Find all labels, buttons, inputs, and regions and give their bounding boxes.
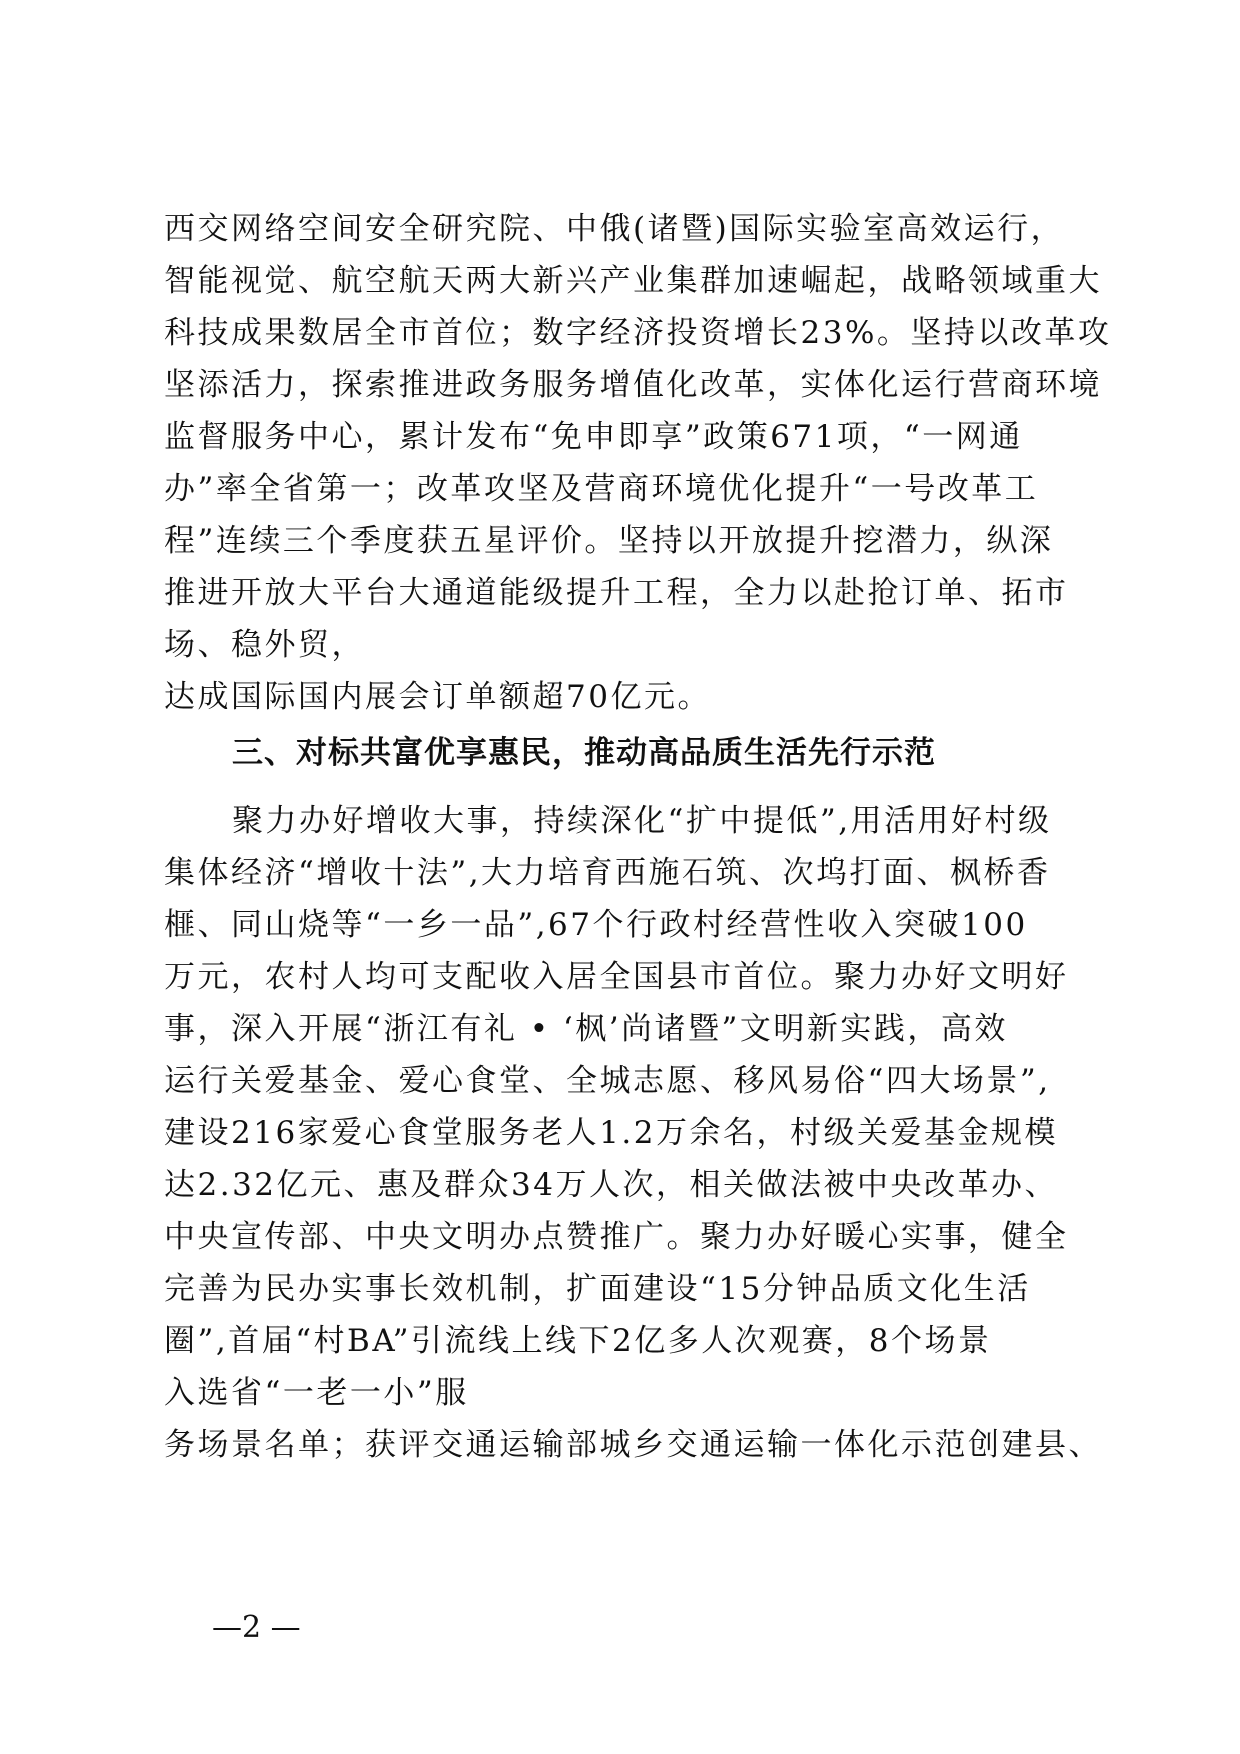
paragraph-line: 程”连续三个季度获五星评价。坚持以开放提升挖潜力，纵深	[164, 523, 1054, 559]
paragraph-line: 榧、同山烧等“一乡一品”,67个行政村经营性收入突破100	[164, 907, 1028, 943]
paragraph-line: 入选省“一老一小”服	[164, 1375, 469, 1411]
paragraph-line: 坚添活力，探索推进政务服务增值化改革，实体化运行营商环境	[164, 367, 1102, 403]
paragraph-line: 办”率全省第一；改革攻坚及营商环境优化提升“一号改革工	[164, 471, 1039, 507]
paragraph-line: 完善为民办实事长效机制，扩面建设“15分钟品质文化生活	[164, 1271, 1031, 1307]
paragraph-line: 建设216家爱心食堂服务老人1.2万余名，村级关爱基金规模	[164, 1115, 1058, 1151]
paragraph-line: 集体经济“增收十法”,大力培育西施石筑、次坞打面、枫桥香	[164, 855, 1051, 891]
paragraph-line: 务场景名单；获评交通运输部城乡交通运输一体化示范创建县、	[164, 1427, 1102, 1463]
page-number: —2 —	[212, 1610, 301, 1645]
paragraph-line: 推进开放大平台大通道能级提升工程，全力以赴抢订单、拓市	[164, 575, 1069, 611]
paragraph-line: 达2.32亿元、惠及群众34万人次，相关做法被中央改革办、	[164, 1167, 1058, 1203]
paragraph-line: 场、稳外贸，	[164, 627, 365, 663]
section-heading: 三、对标共富优享惠民，推动高品质生活先行示范	[232, 735, 936, 771]
paragraph-line: 西交网络空间安全研究院、中俄(诸暨)国际实验室高效运行，	[164, 211, 1065, 247]
paragraph-line: 聚力办好增收大事，持续深化“扩中提低”,用活用好村级	[232, 803, 1052, 839]
paragraph-line: 事，深入开展“浙江有礼 • ‘枫’尚诸暨”文明新实践，高效	[164, 1011, 1008, 1047]
paragraph-line: 运行关爱基金、爱心食堂、全城志愿、移风易俗“四大场景”,	[164, 1063, 1051, 1099]
paragraph-line: 科技成果数居全市首位；数字经济投资增长23%。坚持以改革攻	[164, 315, 1112, 351]
paragraph-line: 达成国际国内展会订单额超70亿元。	[164, 679, 711, 715]
paragraph-line: 监督服务中心，累计发布“免申即享”政策671项，“一网通	[164, 419, 1023, 455]
paragraph-line: 中央宣传部、中央文明办点赞推广。聚力办好暖心实事，健全	[164, 1219, 1069, 1255]
paragraph-line: 智能视觉、航空航天两大新兴产业集群加速崛起，战略领域重大	[164, 263, 1102, 299]
paragraph-line: 圈”,首届“村BA”引流线上线下2亿多人次观赛，8个场景	[164, 1323, 992, 1359]
paragraph-line: 万元，农村人均可支配收入居全国县市首位。聚力办好文明好	[164, 959, 1069, 995]
